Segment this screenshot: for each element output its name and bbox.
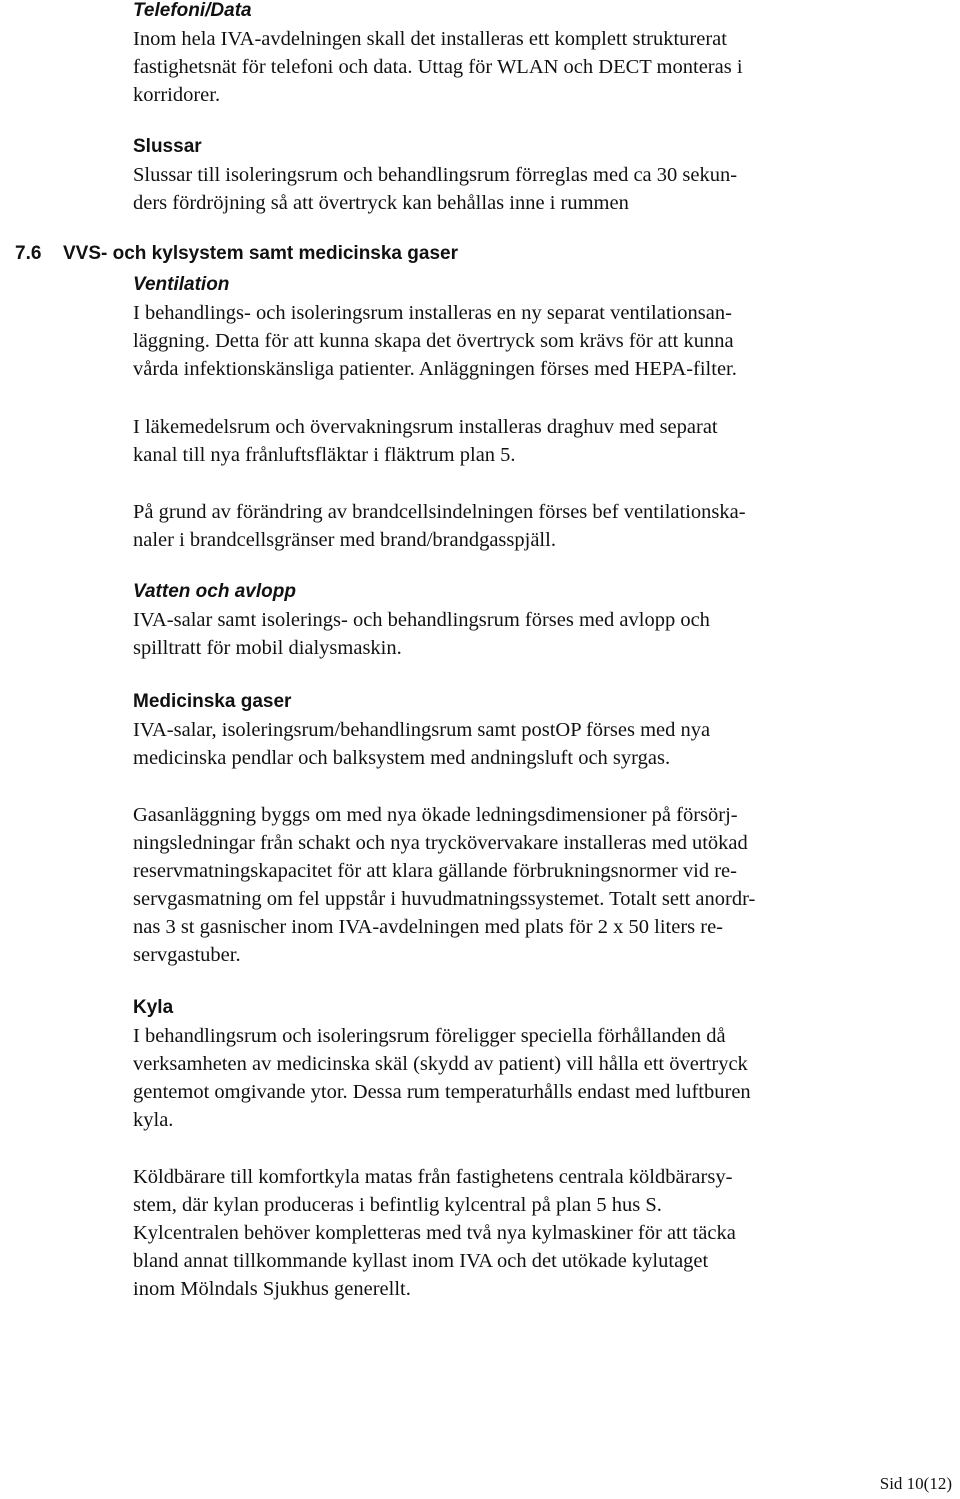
- text-line: ders fördröjning så att övertryck kan behållas inne i rummen: [133, 192, 629, 214]
- text-line: fastighetsnät för telefoni och data. Uttag för WLAN och DECT monteras i: [133, 56, 743, 78]
- text-line: gentemot omgivande ytor. Dessa rum temperaturhålls endast med luftburen: [133, 1081, 751, 1103]
- text-line: Inom hela IVA-avdelningen skall det installeras ett komplett strukturerat: [133, 28, 727, 50]
- section-heading: [15, 243, 458, 265]
- text-line: kyla.: [133, 1109, 174, 1131]
- text-line: bland annat tillkommande kyllast inom IVA och det utökade kylutaget: [133, 1250, 709, 1272]
- text-line: ningsledningar från schakt och nya tryckövervakare installeras med utökad: [133, 832, 748, 854]
- text-line: servgasmatning om fel uppstår i huvudmatningssystemet. Totalt sett anordr-: [133, 888, 756, 910]
- slussar-paragraph: [133, 161, 737, 217]
- ventilation-paragraph-2: [133, 413, 718, 469]
- text-line: På grund av förändring av brandcellsindelningen förses bef ventilationska-: [133, 501, 746, 523]
- kyla-paragraph-1: [133, 1022, 751, 1134]
- text-line: medicinska pendlar och balksystem med andningsluft och syrgas.: [133, 747, 671, 769]
- text-line: I behandlingsrum och isoleringsrum föreligger speciella förhållanden då: [133, 1025, 726, 1047]
- text-line: IVA-salar, isoleringsrum/behandlingsrum samt postOP förses med nya: [133, 719, 711, 741]
- ventilation-heading: Ventilation: [133, 274, 230, 295]
- text-line: Slussar till isoleringsrum och behandlingsrum förreglas med ca 30 sekun-: [133, 164, 738, 186]
- text-line: Gasanläggning byggs om med nya ökade ledningsdimensioner på försörj-: [133, 804, 738, 826]
- kyla-paragraph-2: [133, 1163, 736, 1303]
- text-line: läggning. Detta för att kunna skapa det övertryck som krävs för att kunna: [133, 330, 734, 352]
- text-line: I behandlings- och isoleringsrum installeras en ny separat ventilationsan-: [133, 302, 732, 324]
- ventilation-paragraph-3: [133, 498, 746, 554]
- text-line: nas 3 st gasnischer inom IVA-avdelningen med plats för 2 x 50 liters re-: [133, 916, 724, 938]
- text-line: stem, där kylan produceras i befintlig kylcentral på plan 5 hus S.: [133, 1194, 662, 1216]
- gaser-paragraph-2: [133, 801, 755, 969]
- gaser-heading: Medicinska gaser: [133, 691, 292, 712]
- slussar-heading: Slussar: [133, 136, 202, 157]
- text-line: naler i brandcellsgränser med brand/brandgasspjäll.: [133, 529, 556, 551]
- text-line: IVA-salar samt isolerings- och behandlingsrum förses med avlopp och: [133, 609, 710, 631]
- kyla-heading: Kyla: [133, 997, 174, 1018]
- text-line: inom Mölndals Sjukhus generellt.: [133, 1278, 411, 1300]
- section-title: VVS- och kylsystem samt medicinska gaser: [63, 243, 458, 264]
- telefoni-heading: Telefoni/Data: [133, 0, 252, 21]
- page-number: Sid 10(12): [879, 1474, 952, 1493]
- vatten-heading: Vatten och avlopp: [133, 581, 296, 602]
- text-line: servgastuber.: [133, 944, 241, 966]
- text-line: reservmatningskapacitet för att klara gällande förbrukningsnormer vid re-: [133, 860, 737, 882]
- text-line: spilltratt för mobil dialysmaskin.: [133, 637, 402, 659]
- text-line: verksamheten av medicinska skäl (skydd av patient) vill hålla ett övertryck: [133, 1053, 748, 1075]
- text-line: vårda infektionskänsliga patienter. Anläggningen förses med HEPA-filter.: [133, 358, 737, 380]
- text-line: Köldbärare till komfortkyla matas från fastighetens centrala köldbärarsy-: [133, 1166, 733, 1188]
- text-line: I läkemedelsrum och övervakningsrum installeras draghuv med separat: [133, 416, 718, 438]
- text-line: Kylcentralen behöver kompletteras med två nya kylmaskiner för att täcka: [133, 1222, 736, 1244]
- text-line: kanal till nya frånluftsfläktar i fläktrum plan 5.: [133, 444, 516, 466]
- section-number: 7.6: [15, 243, 42, 264]
- text-line: korridorer.: [133, 84, 221, 106]
- telefoni-paragraph: [133, 25, 743, 109]
- gaser-paragraph-1: [133, 716, 710, 772]
- ventilation-paragraph-1: [133, 299, 737, 383]
- vatten-paragraph: [133, 606, 710, 662]
